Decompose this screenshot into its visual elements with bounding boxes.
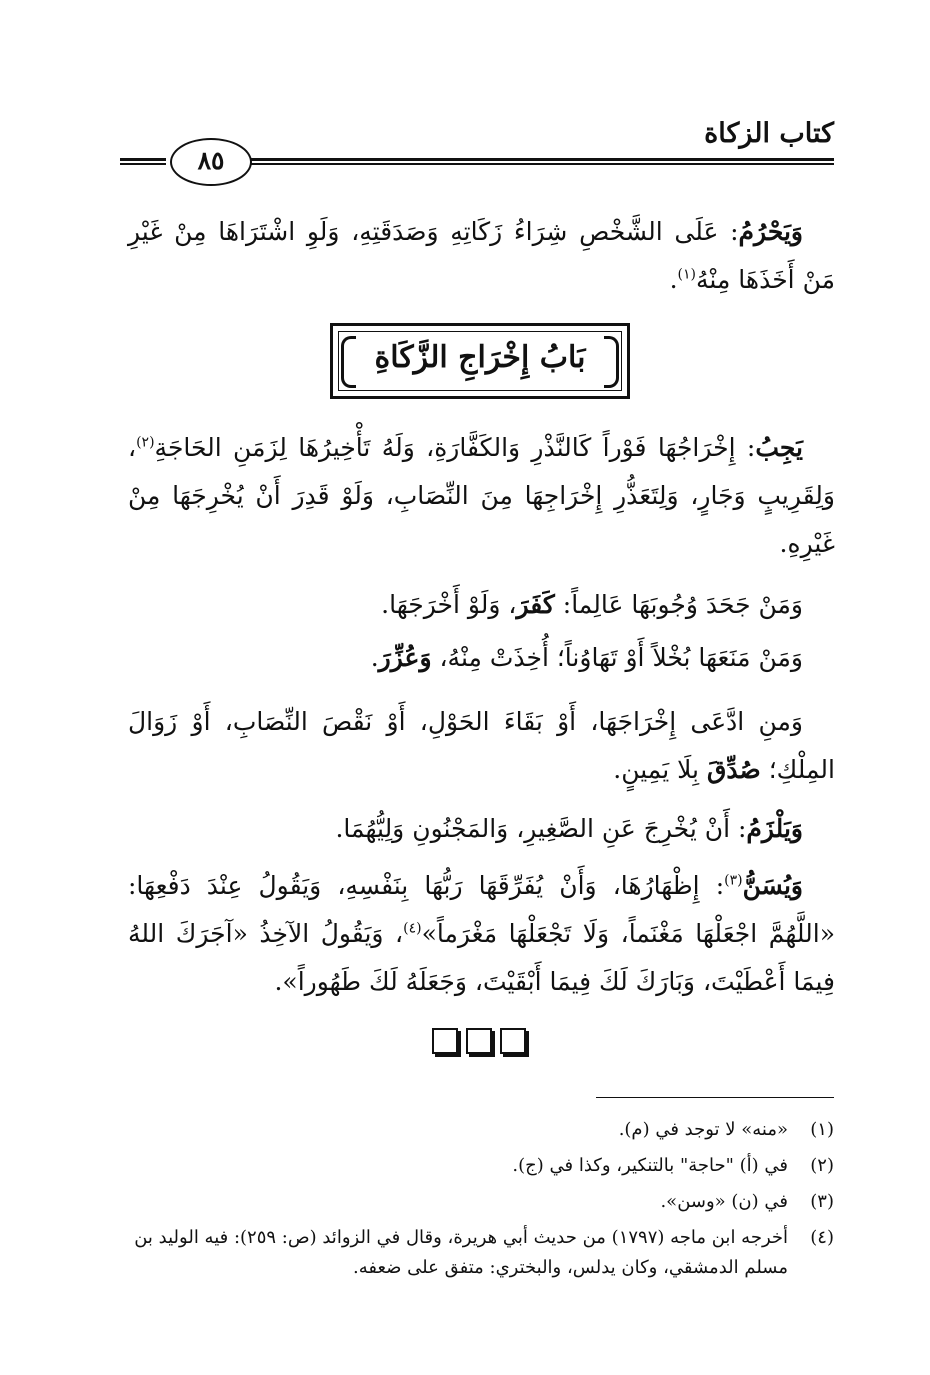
- footnote-number: (٣): [810, 1191, 834, 1212]
- chapter-title: بَابُ إِخْرَاجِ الزَّكَاةِ: [374, 340, 586, 375]
- paragraph-text: ، وَلَوْ أَخْرَجَهَا.: [381, 590, 517, 619]
- paragraph-text: وَمَنْ جَحَدَ وُجُوبَهَا عَالِماً:: [562, 590, 803, 619]
- paragraph-text: .: [370, 643, 379, 672]
- paragraph-text: : إِظْهَارُهَا، وَأَنْ يُفَرِّقَهَا رَبُّهَا بِنَفْسِهِ، وَيَقُولُ عِنْدَ دَفْعِهَا: «اللَّهُمَّ اجْعَلْهَا مَغْنَماً، وَلَا تَجْعَلْهَا مَغْرَماً»: [128, 871, 836, 948]
- paragraph-guardian: [128, 805, 835, 853]
- paragraph-text: وَمَنْ مَنَعَهَا بُخْلاً أَوْ تَهَاوُناً؛ أُخِذَتْ مِنْهُ،: [439, 643, 803, 672]
- footnote-text: أخرجه ابن ماجه (١٧٩٧) من حديث أبي هريرة، وقال في الزوائد (ص: ٢٥٩): فيه الوليد بن مسلم الدمشقي، وكان يدلس، والبختري: متفق على ضعفه.: [134, 1227, 788, 1278]
- section-end-marks: [428, 1028, 528, 1058]
- footnote: [128, 1151, 834, 1181]
- footnote: [128, 1115, 834, 1145]
- footnote-number: (٢): [810, 1155, 834, 1176]
- square-mark: [432, 1028, 458, 1054]
- paragraph-text: ، وَيَقُولُ الآخِذُ «آجَرَكَ اللهُ فِيمَا أَعْطَيْتَ، وَبَارَكَ لَكَ فِيمَا أَبْقَيْتَ، وَجَعَلَهُ لَكَ طَهُوراً».: [128, 919, 835, 996]
- header-rule: [248, 158, 834, 165]
- paragraph-text: ، وَلِقَرِيبٍ وَجَارٍ، وَلِتَعَذُّرِ إِخْرَاجِهَا مِنَ النِّصَابِ، وَلَوْ قَدِرَ أَنْ يُخْرِجَهَا مِنْ غَيْرِهِ.: [128, 433, 835, 558]
- intro-tail: .: [669, 265, 678, 294]
- square-mark: [500, 1028, 526, 1054]
- keyword-yajib: يَجِبُ: [755, 433, 803, 462]
- keyword-uzzira: وَعُزِّرَ: [378, 643, 432, 672]
- footnote-ref-3: (٣): [724, 872, 743, 889]
- intro-text: : عَلَى الشَّخْصِ شِرَاءُ زَكَاتِهِ وَصَدَقَتِهِ، وَلَوِ اشْتَرَاهَا مِنْ غَيْرِ مَنْ أَخَذَهَا مِنْهُ: [128, 217, 835, 294]
- paragraph-claim: [128, 698, 835, 794]
- footnotes: [128, 1115, 834, 1283]
- footnote: [128, 1187, 834, 1217]
- keyword-yalzam: وَيَلْزَمُ: [746, 814, 803, 843]
- footnote-text: في (أ) "حاجة" بالتنكير، وكذا في (ج).: [512, 1155, 788, 1176]
- keyword-suddiqa: صُدِّقَ: [706, 755, 761, 784]
- footnote-ref-4: (٤): [403, 920, 422, 937]
- footnote-text: «منه» لا توجد في (م).: [618, 1119, 788, 1140]
- paragraph-text: وَمنِ ادَّعَى إِخْرَاجَهَا، أَوْ بَقَاءَ الحَوْلِ، أَوْ نَقْصَ النِّصَابِ، أَوْ زَوَالَ المِلْكِ؛: [128, 707, 835, 784]
- intro-paragraph: [128, 208, 835, 304]
- book-title: كتاب الزكاة: [704, 118, 834, 149]
- paragraph-text: : أَنْ يُخْرِجَ عَنِ الصَّغِيرِ، وَالمَجْنُونِ وَلِيُّهُمَا.: [335, 814, 747, 843]
- footnote-text: في (ن) «وسن».: [660, 1191, 788, 1212]
- paragraph-text: : إِخْرَاجُهَا فَوْراً كَالنَّذْرِ وَالكَفَّارَةِ، وَلَهُ تَأْخِيرُهَا لِزَمَنِ الحَاجَةِ: [154, 433, 756, 462]
- paragraph-denial: [128, 581, 835, 629]
- footnote-ref-2: (٢): [136, 434, 155, 451]
- paragraph-obligation: [128, 424, 835, 568]
- footnote-number: (١): [810, 1119, 834, 1140]
- page-header: [120, 110, 834, 180]
- page-number: ٨٥: [170, 138, 252, 186]
- footnote-number: (٤): [810, 1227, 834, 1248]
- paragraph-sunnah: [128, 862, 835, 1006]
- paragraph-text: بِلَا يَمِينٍ.: [613, 755, 700, 784]
- keyword-yusann: وَيُسَنُّ: [742, 871, 803, 900]
- keyword-kafara: كَفَرَ: [516, 590, 555, 619]
- chapter-heading-box: [330, 323, 630, 399]
- intro-keyword: وَيَحْرُمُ: [738, 217, 803, 246]
- footnote: [128, 1223, 834, 1283]
- footnote-ref-1: (١): [677, 266, 697, 283]
- footnote-separator: [596, 1097, 834, 1098]
- square-mark: [466, 1028, 492, 1054]
- paragraph-withholding: [128, 634, 835, 682]
- header-rule-short: [120, 158, 166, 165]
